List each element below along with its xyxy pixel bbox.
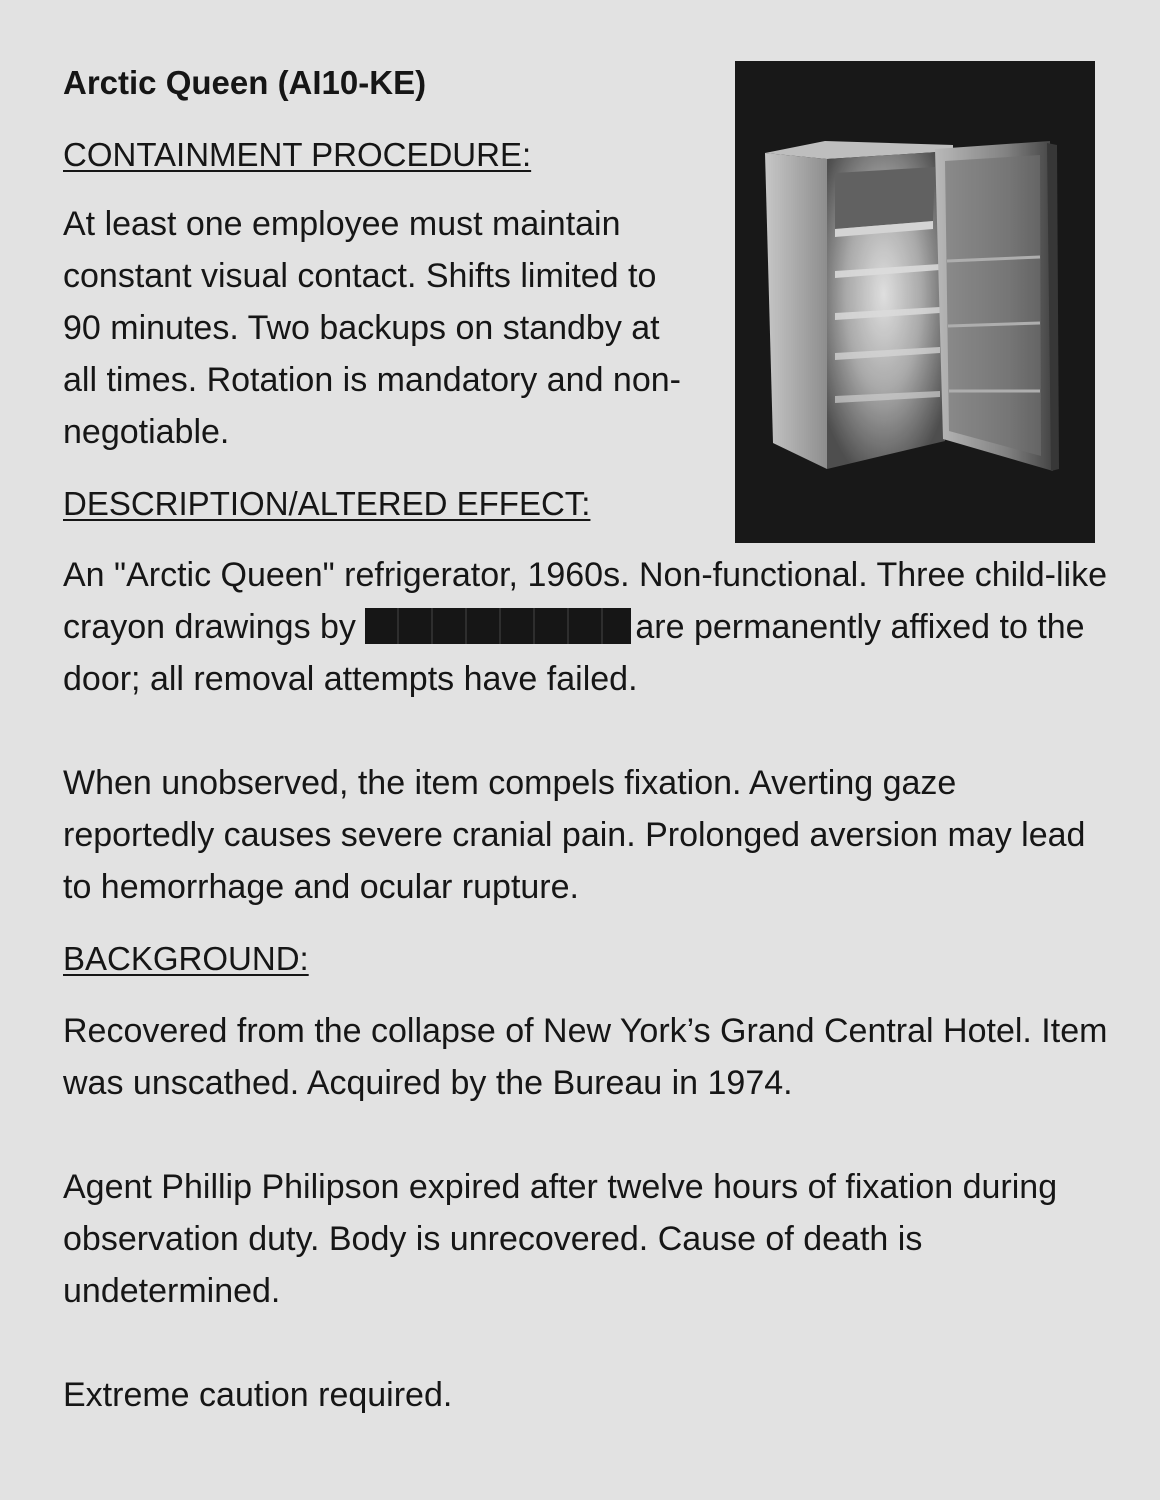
- background-heading: BACKGROUND:: [63, 940, 309, 977]
- description-paragraph-2: When unobserved, the item compels fixation. Averting gaze reportedly causes severe cranial pain. Prolonged aversion may lead to hemorrhage and ocular rupture.: [63, 764, 1086, 906]
- containment-text: At least one employee must maintain constant visual contact. Shifts limited to 90 minutes. Two backups on standby at all times. Rotation is mandatory and non-negotiable.: [63, 205, 681, 451]
- refrigerator-photo: [735, 61, 1095, 543]
- containment-heading: CONTAINMENT PROCEDURE:: [63, 136, 532, 173]
- background-paragraph-3: Extreme caution required.: [63, 1376, 453, 1414]
- description-text-before-redaction: An "Arctic Queen" refrigerator, 1960s. Non-functional. Three child-like crayon drawings by: [63, 556, 1108, 646]
- redacted-name-bar: [365, 608, 631, 644]
- description-text-after-redaction: are permanently affixed to the door; all removal attempts have failed.: [63, 608, 1085, 698]
- description-heading: DESCRIPTION/ALTERED EFFECT:: [63, 485, 591, 522]
- document-title: Arctic Queen (AI10-KE): [63, 64, 427, 101]
- background-paragraph-2: Agent Phillip Philipson expired after twelve hours of fixation during observation duty. Body is unrecovered. Cause of death is undetermined.: [63, 1168, 1058, 1310]
- background-paragraph-1: Recovered from the collapse of New York’s Grand Central Hotel. Item was unscathed. Acquired by the Bureau in 1974.: [63, 1012, 1108, 1102]
- description-paragraph-1: [63, 549, 1113, 705]
